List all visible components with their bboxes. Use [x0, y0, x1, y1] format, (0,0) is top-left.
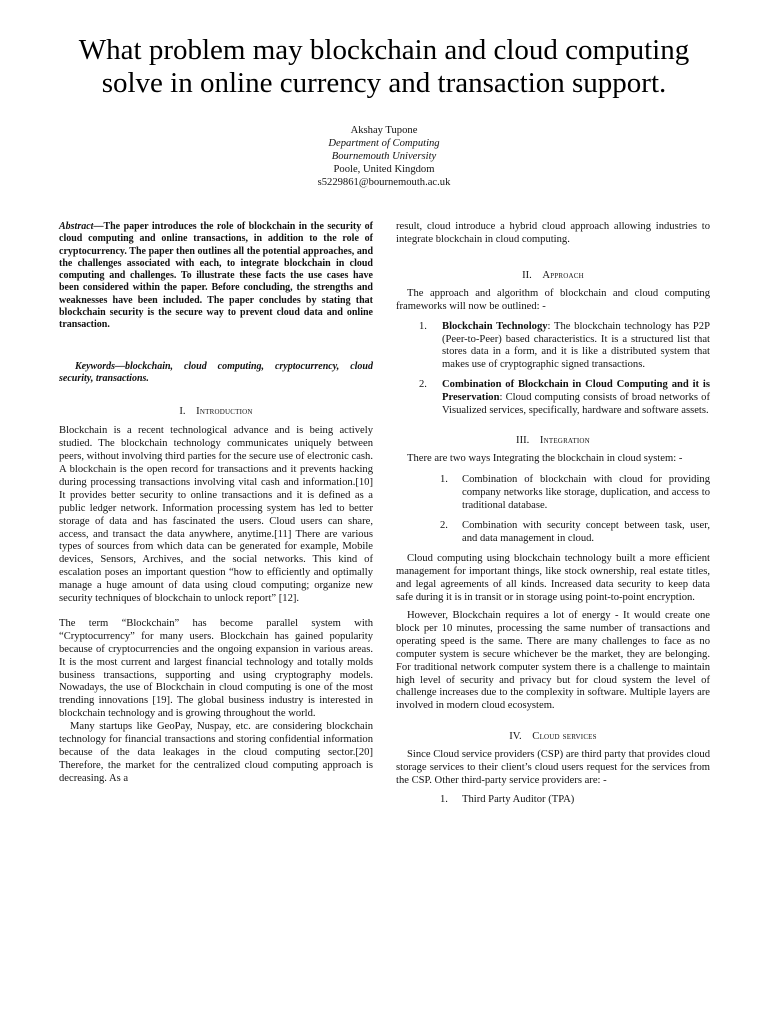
section-number: II. [522, 269, 532, 281]
list-item-text: Combination of blockchain with cloud for providing company networks like storage, duplication, and access to traditional database. [462, 473, 710, 511]
section-number: III. [516, 434, 530, 446]
list-item [396, 321, 710, 373]
section-heading-integration [396, 434, 710, 447]
section-heading-cloud-services [396, 730, 710, 743]
list-item-number: 2. [440, 519, 448, 531]
paper-title [20, 34, 748, 100]
left-column [59, 221, 373, 786]
list-item-term: Combination of Blockchain in Cloud Computing and it is Preservation [442, 379, 710, 404]
title-line-1: What problem may blockchain and cloud computing [78, 34, 690, 66]
author-email: s5229861@bournemouth.ac.uk [317, 177, 451, 188]
keywords-text: —blockchain, cloud computing, cryptocurrency, cloud security, transactions. [59, 360, 373, 384]
section-heading-introduction [59, 405, 373, 418]
author-location: Poole, United Kingdom [333, 164, 435, 175]
author-name: Akshay Tupone [350, 125, 418, 136]
abstract [59, 221, 373, 332]
section-title: Approach [542, 269, 584, 281]
cloud-services-paragraph: Since Cloud service providers (CSP) are third party that provides cloud storage services to their client’s cloud users request for the services from the CSP. Other third-party service providers are: - [396, 749, 710, 787]
keywords [59, 361, 373, 386]
intro-paragraph-3: Many startups like GeoPay, Nuspay, etc. are considering blockchain technology for financial transactions and storing confidential information because of the data leakages in the cloud computing sector.[20] Therefore, the market for the centralized cloud computing approach is decreasing. As a [59, 721, 373, 784]
section-title: Integration [539, 434, 590, 446]
list-item-text: Third Party Auditor (TPA) [462, 794, 575, 805]
list-item [396, 794, 710, 807]
integration-paragraph-2: However, Blockchain requires a lot of energy - It would create one block per 10 minutes, processing the same number of transactions and operating speed is the same. There are many challenges to face as no computer system is secure whichever be the market, they are belonging. For traditional network computer system there is a challenge to maintain high level of security and privacy but for cloud system the level of challenge increases due to the complexity in software. Multiple layers are involved in modern cloud ecosystem. [396, 610, 710, 712]
approach-list [396, 321, 710, 418]
intro-paragraph-2: The term “Blockchain” has become parallel system with “Cryptocurrency” for many users. Blockchain has gained popularity because of cryptocurrencies and the ongoing expansion in various areas. It is the most current and largest financial technology and totally molds business transactions, supporting and using cryptography models. Nowadays, the use of Blockchain in cloud computing is one of the most trending innovations [19]. The global business industry is interested in blockchain technology and is growing throughout the world. [59, 617, 373, 720]
abstract-label: Abstract [59, 221, 94, 232]
list-item-text: : Cloud computing consists of broad networks of Visualized services, specifically, hardware and software assets. [442, 392, 710, 417]
section-title: Cloud services [532, 731, 597, 743]
author-block [184, 124, 584, 189]
list-item [396, 474, 710, 513]
section-number: IV. [509, 731, 522, 743]
section-title: Introduction [196, 406, 253, 418]
list-item-number: 1. [419, 320, 427, 332]
section-number: I. [179, 406, 186, 418]
list-item [396, 520, 710, 546]
keywords-label: Keywords [75, 360, 115, 372]
author-university: Bournemouth University [331, 151, 437, 162]
right-column [396, 221, 710, 807]
intro-paragraph-3-continued: result, cloud introduce a hybrid cloud approach allowing industries to integrate blockchain in cloud computing. [396, 221, 710, 245]
list-item-number: 1. [440, 794, 448, 805]
integration-list [396, 474, 710, 546]
approach-intro: The approach and algorithm of blockchain and cloud computing frameworks will now be outlined: - [396, 287, 710, 312]
integration-intro: There are two ways Integrating the blockchain in cloud system: - [407, 452, 683, 464]
list-item-text: Combination with security concept between task, user, and data management in cloud. [462, 519, 710, 544]
list-item-number: 1. [440, 473, 448, 485]
integration-paragraph-1: Cloud computing using blockchain technology built a more efficient management for important things, like stock ownership, real estate titles, and legal agreements of all kinds. Increased data security to keep data safe during it is in transit or in storage using point-to-point encryption. [396, 553, 710, 604]
list-item-text: : The blockchain technology has P2P (Peer-to-Peer) based characteristics. It is a structured list that stores data in a form, and it is like a distributed system that makes use of cryptographic signed transactions. [442, 320, 710, 371]
list-item [396, 379, 710, 418]
cloud-services-list [396, 794, 710, 807]
abstract-text: —The paper introduces the role of blockchain in the security of cloud computing and online transactions, in addition to the role of cryptocurrency. The paper then outlines all the potential approaches, and the challenges associated with each, to integrate blockchain in cloud computing and challenges. To illustrate these facts the use cases have been considered within the paper. Before concluding, the strengths and weaknesses have been included. The paper concludes by stating that blockchain security is the secure way to prevent cloud data and online transaction. [59, 221, 373, 331]
list-item-term: Blockchain Technology [442, 320, 548, 332]
section-heading-approach [396, 269, 710, 282]
author-department: Department of Computing [328, 138, 440, 149]
title-line-2: solve in online currency and transaction support. [101, 67, 667, 99]
list-item-number: 2. [419, 379, 427, 391]
intro-paragraph-1: Blockchain is a recent technological advance and is being actively studied. The blockchain technology communicates uniquely between peers, without involving third parties for the secure use of electronic cash. A blockchain is the open record for transactions and it prevents hacking during processing transactions involving vital cash and information.[10] It provides better security to online transactions and it is defined as a public ledger network. Information processing system has led to better storage of data and has fascinated the users. Cloud users can share, access, and transact the data anywhere, anytime.[11] There are various types of sources from which data can be generated for example, Mobile devices, Sensors, Archives, and the social networks. This kind of escalation poses an important question “how to efficiently and optimally manage a huge amount of data using cloud computing; organize new security techniques of blockchain to unlock report” [12]. [59, 425, 373, 605]
